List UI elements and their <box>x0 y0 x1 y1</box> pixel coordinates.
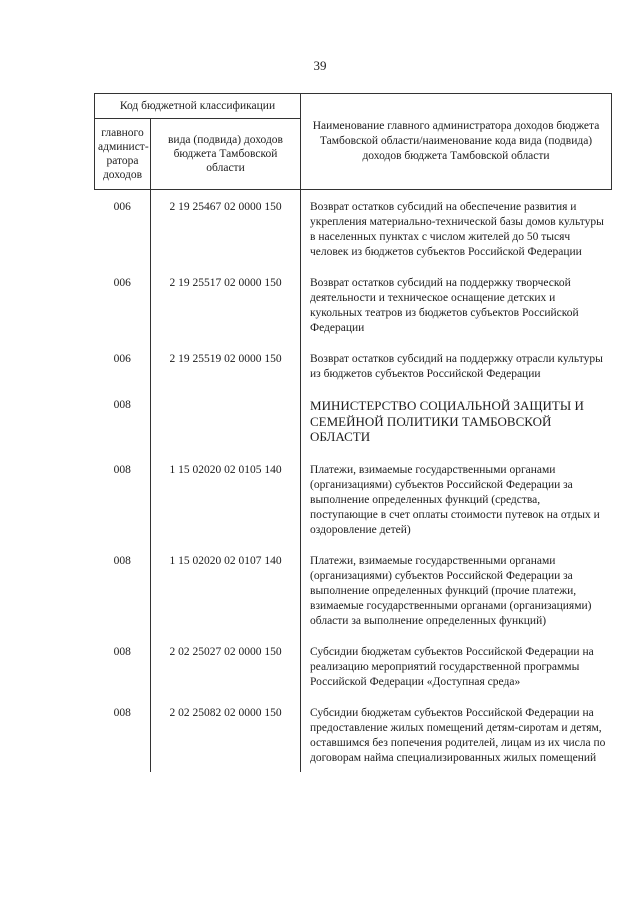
revenue-name-cell: Возврат остатков субсидий на поддержку творческой деятельности и техническое оснащение детских и кукольных театров из бюджетов субъектов Российской Федерации <box>310 277 579 334</box>
revenue-name-cell: Возврат остатков субсидий на поддержку отрасли культуры из бюджетов субъектов Российской Федерации <box>310 353 603 380</box>
admin-code-cell: 008 <box>95 544 151 635</box>
revenue-code-cell: 2 19 25517 02 0000 150 <box>151 266 301 342</box>
revenue-name-cell: Субсидии бюджетам субъектов Российской Федерации на предоставление жилых помещений детям-сиротам и детям, оставшимся без попечения родителей, лицам из их числа по договорам найма специализированных жилых помещений <box>310 706 606 764</box>
table-row <box>95 635 612 696</box>
admin-code-cell: 006 <box>95 190 151 267</box>
budget-classification-code-header: Код бюджетной классификации <box>95 94 301 119</box>
revenue-name-cell: Платежи, взимаемые государственными органами (организациями) субъектов Российской Федерации за выполнение определенных функций (средства, поступающие в счет оплаты стоимости путевок на отдых и оздоровление детей) <box>310 463 600 536</box>
admin-code-cell: 008 <box>95 388 151 453</box>
revenue-name-cell: Возврат остатков субсидий на обеспечение развития и укрепления материально-технической базы домов культуры в населенных пунктах с числом жителей до 50 тысяч человек из бюджетов субъектов Российской Федерации <box>310 201 604 258</box>
page-number: 39 <box>313 58 327 73</box>
table-row <box>95 388 612 453</box>
admin-code-cell: 008 <box>95 453 151 544</box>
revenue-name-cell: Субсидии бюджетам субъектов Российской Федерации на реализацию мероприятий государственной программы Российской Федерации «Доступная среда» <box>310 645 594 688</box>
revenue-code-cell: 1 15 02020 02 0107 140 <box>151 544 301 635</box>
chief-administrator-header: главного админист-ратора доходов <box>95 119 151 190</box>
admin-code-cell: 006 <box>95 266 151 342</box>
revenue-name-cell: Платежи, взимаемые государственными органами (организациями) субъектов Российской Федерации за выполнение определенных функций (прочие платежи, взимаемые государственными органами (организациями) области за выполнение определенных функций) <box>310 554 592 627</box>
table-row <box>95 696 612 772</box>
revenue-type-header: вида (подвида) доходов бюджета Тамбовской области <box>151 119 301 190</box>
table-row <box>95 266 612 342</box>
admin-code-cell: 006 <box>95 342 151 388</box>
revenue-code-cell: 2 19 25519 02 0000 150 <box>151 342 301 388</box>
revenue-code-cell: 2 02 25082 02 0000 150 <box>151 696 301 772</box>
revenue-code-cell <box>151 388 301 453</box>
admin-code-cell: 008 <box>95 696 151 772</box>
table-row <box>95 453 612 544</box>
table-row <box>95 190 612 267</box>
admin-code-cell: 008 <box>95 635 151 696</box>
table-row <box>95 544 612 635</box>
name-column-header: Наименование главного администратора доходов бюджета Тамбовской области/наименование кода вида (подвида) доходов бюджета Тамбовской области <box>301 94 612 190</box>
revenue-code-cell: 1 15 02020 02 0105 140 <box>151 453 301 544</box>
table-row <box>95 342 612 388</box>
revenue-code-cell: 2 19 25467 02 0000 150 <box>151 190 301 267</box>
ministry-name-cell: МИНИСТЕРСТВО СОЦИАЛЬНОЙ ЗАЩИТЫ И СЕМЕЙНОЙ ПОЛИТИКИ ТАМБОВСКОЙ ОБЛАСТИ <box>310 398 584 444</box>
revenue-code-cell: 2 02 25027 02 0000 150 <box>151 635 301 696</box>
budget-classification-table <box>94 93 612 772</box>
